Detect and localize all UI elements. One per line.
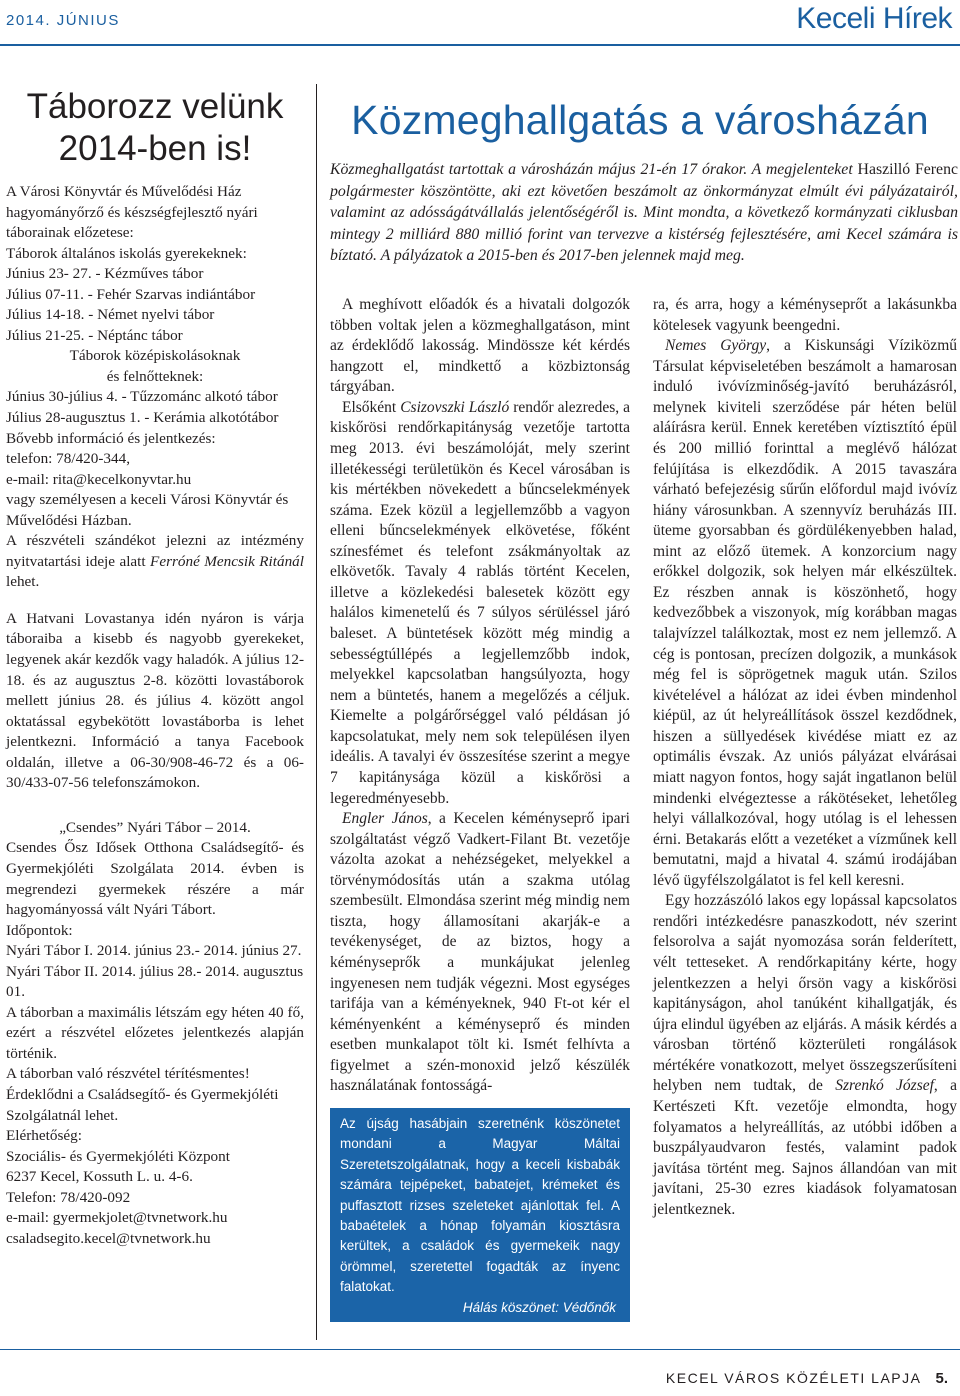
inquire: Érdeklődni a Családsegítő- és Gyermekjóléti Szolgálatnál lehet. [6,1085,279,1124]
camp-1: Nyári Tábor I. 2014. június 23.- 2014. június 27. [6,942,302,960]
registration-note: A részvételi szándékot jelezni az intézmény nyitvatartási ideje alatt Ferróné Mencsik Ritánál lehet. [6,532,304,591]
article-lead: Közmeghallgatást tartottak a városházán május 21-én 17 órakor. A megjelenteket Haszilló Ferenc polgármester köszöntötte, aki ezt követően beszámolt az önkormányzat elmúlt évi pályázatairól, valamint az adósságátvállalás jelentőségéről is. Mint mondta, a következő kormányzati ciklusban mintegy 2 milliárd 880 millió forint van tervezve a kistérség fejlesztésére, ami Kecel számára is bíztató. A pályázatok a 2015-ben és 2017-ben jelennek majd meg. [330,161,958,265]
quiet-camp-text: Csendes Ősz Idősek Otthona Családsegítő- és Gyermekjóléti Szolgálata 2014. évben is megrendezi gyermekek részére a már hagyományossá vált Nyári Tábort. [6,839,304,919]
camp-line: Július 14-18. - Német nyelvi tábor [6,306,215,324]
header-bar [0,0,960,46]
camp-title: Táborozz velünk 2014-ben is! [26,87,284,168]
camp-line: Június 23- 27. - Kézműves tábor [6,265,204,283]
secondary-heading: és felnőtteknek: [106,367,204,385]
paragraph: Nemes György, a Kiskunsági Víziközmű Társulat képviseletében beszámolt a hamarosan induló ivóvízminőség-javító beruházásról, melynek kiviteli szerződése pár héten belül aláírásra kerül. Ennek keretében víztisztító épül és 200 millió forinttal a meglévő hálózat felújítása is elkezdődik. A 2015 tavaszára várható befejezésig sűrűn előfordul majd ivóvíz hiány városunkban. A szennyvíz beruházás III. üteme gyorsabban és gördülékenyebben halad, mint az előző ütemek. A konzorcium nagy erőkkel dolgozik, sok helyen már elkészültek. Ez részben annak is köszönhető, hogy kedvezőbbek a viszonyok, míg korábban magas talajvízzel találkoztak, most ez nem jellemző. A cég is pontosan, precízen dolgozik, a munkások még fel is söprögetnek maguk után. Szilos kivételével a hálózat az idei évben mindenhol kiépül, az út helyreállítások összel kezdődnek, hiszen a süllyedések kivédése miatt ez az optimális évszak. Az uniós pályázat elvárásai miatt nagyon fontos, hogy saját ingatlanon belül mindenki elvégeztesse a rákötéseket, lehetőleg helyi vállalkozóval, hogy utólag is el lehessen érni. Betakarás előtt a vezetéket a vízműnek kell bemutatni, majd a hivatal 4. számú irodájában lévő ügyfélszolgálatot is fel kell keresni. [653,337,957,889]
issue-date: 2014. JÚNIUS [6,12,120,29]
paragraph: ra, és arra, hogy a kéményseprőt a lakásunkba kötelesek vagyunk beengedni. [653,296,957,334]
camp-article [6,86,304,1249]
quiet-camp-heading: „Csendes” Nyári Tábor – 2014. [59,818,251,836]
limit: A táborban a maximális létszám egy héten 40 fő, ezért a részvétel előzetes jelentkezés alapján történik. [6,1003,304,1062]
contact-label: Elérhetőség: [6,1127,82,1145]
contact-line: 6237 Kecel, Kossuth L. u. 4-6. [6,1168,193,1186]
secondary-heading: Táborok középiskolásoknak [69,347,241,365]
primary-heading: Táborok általános iskolás gyerekeknek: [6,244,247,262]
camp-line: Július 07-11. - Fehér Szarvas indiántábor [6,285,256,303]
email: e-mail: rita@kecelkonyvtar.hu [6,470,192,488]
thank-you-notice [330,1108,630,1322]
camp-line: Július 28-augusztus 1. - Kerámia alkotótábor [6,409,279,427]
page-number: 5. [935,1370,948,1387]
camp-2: Nyári Tábor II. 2014. július 28.- 2014. augusztus 01. [6,962,304,1001]
camp-line: Július 21-25. - Néptánc tábor [6,326,183,344]
notice-signature: Hálás köszönet: Védőnők [462,1299,616,1315]
info-heading: Bővebb információ és jelentkezés: [6,429,216,447]
article-title: Közmeghallgatás a városházán [351,97,929,143]
camp-intro: A Városi Könyvtár és Művelődési Ház hagyományőrző és készségfejlesztő nyári táborainak előzetese: [6,183,258,242]
paragraph: Egy hozzászóló lakos egy lopással kapcsolatos rendőri intézkedésre panaszkodott, név szerint felsorolva a saját nyomozása során felderített, vélt tetteseket. A rendőrkapitány kérte, hogy jelentkezzen a helyi őrsön vagy a kiskőrösi kapitányságon, ahol tanúként kihallgatják, és újra elindul ügyében az eljárás. A másik kérdés a városban történő közterületi rongálások mértékére vonatkozott, melyet összegszerűsíteni helyben nem tudtak, de Szrenkó József, a Kertészeti Kft. vezetője elmondta, hogy folyamatos a helyreállítás, az utóbbi időben a buszpályaudvaron festés, valamint padok javítása történt meg. Sajnos állandóan van mit javítani, 25-30 ezres kiadások folyamatosan jelentkeznek. [653,892,957,1218]
contact-line: csaladsegito.kecel@tvnetwork.hu [6,1229,211,1247]
footer-label: KECEL VÁROS KÖZÉLETI LAPJA [665,1370,922,1386]
notice-text: Az újság hasábjain szeretnénk köszönetet mondani a Magyar Máltai Szeretetszolgálatnak, hogy a keceli kisbabák számára tejpépeket, babatejet, krémeket és puffasztott rizses szeleteket ajánlottak fel. A babaételek a hónap folyamán kiosztásra kerültek, a családok és gyermekeik nagy örömmel, szeretettel fogadták az ínyenc falatokat. [340,1116,620,1295]
camp-line: Június 30-július 4. - Tűzzománc alkotó tábor [6,388,278,406]
footer-rule [0,1349,960,1350]
article-column-2 [653,295,957,1220]
horse-camp: A Hatvani Lovastanya idén nyáron is várja táboraiba a kisebb és nagyobb gyerekeket, legyenek akár kezdők vagy haladók. A július 12-18. és az augusztus 2-8. közötti lovastáborok mellett június 28. és július 4. között angol oktatással egybekötött lovastáborba is lehet jelentkezni. Információ a tanya Facebook oldalán, illetve a 06-30/908-46-72 és a 06-30/433-07-56 telefonszámokon. [6,609,304,792]
footer [666,1370,948,1387]
column-divider [316,84,317,1340]
article-column-1 [330,295,630,1097]
paragraph: Engler János, a Kecelen kéményseprő ipari szolgáltatást végző Vadkert-Filant Bt. vezetője vázolta azokat a nehézségeket, melyekkel a törvénymódosítás után a szakma utólag szembesült. Elmondása szerint még mindig nem tiszta, hogy államosítani akarják-e a tevékenységet, de az biztos, hogy a kéményseprők a munkájukat jelenleg ingyenesen nem tudják végezni. Most egységes tarifája van a kéményeknek, 940 Ft-ot kér el kéményenként a kéményseprő és minden esetben munkalapot tölt ki. Ismét felhívta a figyelmet a szén-monoxid jelző készülék használatának fontosságá- [330,810,630,1095]
free: A táborban való részvétel térítésmentes! [6,1065,250,1083]
contact-line: Szociális- és Gyermekjóléti Központ [6,1147,230,1165]
contact-line: Telefon: 78/420-092 [6,1188,131,1206]
masthead: Keceli Hírek [796,2,952,35]
paragraph: Elsőként Csizovszki László rendőr alezredes, a kiskőrösi rendőrkapitányság vezetője tartotta meg 2013. évi beszámolóját, mely szerint illetékességi területükön és Kecel városában is kis mértékben növekedett a bűncselekmények száma. Ezek közül a legjellemzőbb a vagyon elleni bűncselekmények elkövetése, főként színesfémet és telefont zsákmányoltak az elkövetők. Tavaly 4 rablás történt Kecelen, illetve a közlekedési balesetek között egy halálos kimenetelű és 7 súlyos sérüléssel járó baleset. A büntetések között még mindig a sebességtúllépés a legjellemzőbb indok, melyekkel kapcsolatban hangsúlyozta, hogy nem a büntetés, hanem a megelőzés a céljuk. Kiemelte a polgárőrséggel való példásan jó kapcsolatukat, mely nem sok településen ilyen ideális. A tavalyi év összesítése szerint a megye 7 kapitánysága közül a kiskőrösi a legeredményesebb. [330,398,630,807]
dates-label: Időpontok: [6,921,73,939]
contact-line: e-mail: gyermekjolet@tvnetwork.hu [6,1209,228,1227]
paragraph: A meghívott előadók és a hivatali dolgozók többen voltak jelen a közmeghallgatáson, mint az érdeklődő lakosság. Mindössze két kérdés hangzott el, mindkettő a közbiztonság tárgyában. [330,296,630,396]
phone: telefon: 78/420-344, [6,450,131,468]
inperson: vagy személyesen a keceli Városi Könyvtár és Művelődési Házban. [6,491,289,529]
